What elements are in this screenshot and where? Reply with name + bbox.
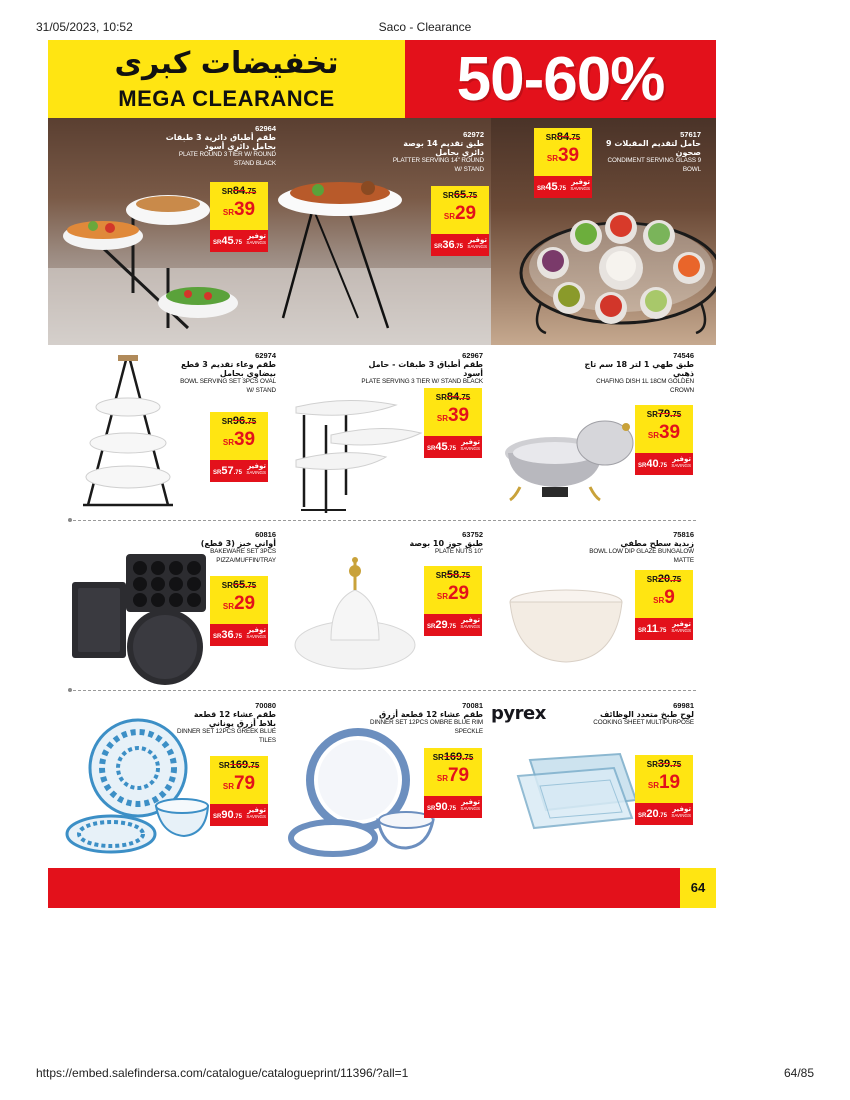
product-57617 <box>601 130 701 174</box>
savings-amount: SR36.75 <box>434 239 463 251</box>
savings-amount: SR29.75 <box>427 619 456 631</box>
price-tag <box>424 388 482 458</box>
savings-amount: SR90.75 <box>213 809 242 821</box>
product-name-arabic: طقم عشاء 12 قطعة أزرق <box>378 710 483 719</box>
sale-price: SR39 <box>222 199 256 220</box>
price-tag <box>210 756 268 826</box>
old-price: SR84.75 <box>545 131 581 143</box>
product-code: 60816 <box>255 530 276 539</box>
sale-price: SR29 <box>443 203 477 224</box>
divider-dot <box>68 518 72 522</box>
product-name-english: BOWL LOW DIP GLAZE BUNGALOW MATTE <box>589 548 694 564</box>
savings-amount: SR36.75 <box>213 629 242 641</box>
product-69981 <box>576 701 694 728</box>
product-name-english: CHAFING DISH 1L 18CM GOLDEN CROWN <box>596 378 694 394</box>
price-tag <box>635 570 693 640</box>
product-75816 <box>576 530 694 565</box>
sale-price: SR39 <box>546 145 580 166</box>
savings-label: توفير SAVINGS <box>246 806 266 819</box>
price-tag <box>210 412 268 482</box>
old-price: SR65.75 <box>221 579 257 591</box>
old-price: SR20.75 <box>646 573 682 585</box>
product-name-arabic: طبق طهي 1 لتر 18 سم تاج ذهبي <box>584 360 694 379</box>
price-tag <box>210 576 268 646</box>
old-price: SR79.75 <box>646 408 682 420</box>
page-number: 64 <box>690 880 706 895</box>
savings-label: توفير SAVINGS <box>460 616 480 629</box>
product-code: 57617 <box>680 130 701 139</box>
cooking-sheet-image <box>510 750 640 830</box>
savings-label: توفير SAVINGS <box>246 232 266 245</box>
savings-amount: SR45.75 <box>537 181 566 193</box>
bakeware-image <box>70 552 210 687</box>
product-name-english: DINNER SET 12PCS GREEK BLUE TILES <box>176 728 276 744</box>
savings-amount: SR45.75 <box>427 441 456 453</box>
old-price: SR169.75 <box>432 751 474 763</box>
print-title: Saco - Clearance <box>378 20 472 34</box>
hero-photo-right <box>491 118 716 345</box>
product-name-arabic: أواني خبز (3 قطع) <box>200 539 276 548</box>
price-tag <box>635 755 693 825</box>
banner-arabic-title: تخفيضات كبرى <box>114 46 339 81</box>
product-name-arabic: طبق جوز 10 بوصة <box>409 539 483 548</box>
pyrex-logo: pyrex <box>491 703 546 724</box>
price-tag <box>210 182 268 252</box>
price-tag <box>424 566 482 636</box>
catalogue-page <box>48 40 716 908</box>
product-code: 62967 <box>462 351 483 360</box>
old-price: SR169.75 <box>218 759 260 771</box>
footer-page-count: 64/85 <box>783 1066 814 1080</box>
product-62974 <box>176 351 276 395</box>
bowl-stand-image <box>78 355 178 515</box>
product-name-arabic: لوح طبخ متعدد الوظائف <box>600 710 694 719</box>
print-datetime: 31/05/2023, 10:52 <box>36 20 133 34</box>
product-code: 74546 <box>673 351 694 360</box>
old-price: SR65.75 <box>442 189 478 201</box>
price-tag <box>424 748 482 818</box>
product-62972 <box>384 130 484 174</box>
product-name-english: COOKING SHEET MULTIPURPOSE <box>593 719 694 727</box>
savings-amount: SR45.75 <box>213 235 242 247</box>
old-price: SR96.75 <box>221 415 257 427</box>
product-62964 <box>158 124 276 168</box>
product-name-arabic: طقم أطباق 3 طبقات - حامل أسود <box>368 360 483 379</box>
sale-price: SR79 <box>436 765 470 786</box>
product-code: 75816 <box>673 530 694 539</box>
product-name-english: BAKEWARE SET 3PCS PIZZA/MUFFIN/TRAY <box>210 548 276 564</box>
section-divider <box>68 520 696 521</box>
product-name-english: DINNER SET 12PCS OMBRE BLUE RIM SPECKLE <box>370 719 483 735</box>
product-name-english: BOWL SERVING SET 3PCS OVAL W/ STAND <box>180 378 276 394</box>
product-code: 63752 <box>462 530 483 539</box>
product-code: 70081 <box>462 701 483 710</box>
dip-bowl-image <box>508 590 628 670</box>
product-60816 <box>176 530 276 565</box>
chafing-dish-image <box>500 415 640 505</box>
price-tag <box>431 186 489 256</box>
savings-amount: SR11.75 <box>638 623 667 635</box>
product-code: 62964 <box>255 124 276 133</box>
product-70081 <box>368 701 483 736</box>
banner-english-title: MEGA CLEARANCE <box>118 86 335 111</box>
product-name-english: CONDIMENT SERVING GLASS 9 BOWL <box>607 157 701 173</box>
savings-amount: SR20.75 <box>638 808 667 820</box>
savings-label: توفير SAVINGS <box>460 798 480 811</box>
old-price: SR58.75 <box>435 569 471 581</box>
product-name-english: PLATE ROUND 3 TIER W/ ROUND STAND BLACK <box>178 151 276 167</box>
savings-amount: SR57.75 <box>213 465 242 477</box>
footer-url: https://embed.salefindersa.com/catalogue/catalogueprint/11396/?all=1 <box>36 1066 409 1080</box>
sale-price: SR39 <box>436 405 470 426</box>
product-name-arabic: حامل لتقديم المقبلات 9 صحون <box>606 139 701 158</box>
product-code: 62974 <box>255 351 276 360</box>
product-name-arabic: طقم أطباق دائرية 3 طبقات بحامل دائري أسود <box>165 133 276 152</box>
product-name-english: PLATE NUTS 10" <box>435 548 483 556</box>
clearance-banner <box>48 40 716 118</box>
savings-label: توفير SAVINGS <box>246 462 266 475</box>
product-code: 69981 <box>673 701 694 710</box>
sale-price: SR39 <box>647 422 681 443</box>
savings-label: توفير SAVINGS <box>671 805 691 818</box>
plate-tier-image <box>286 395 426 515</box>
banner-discount-percent: 50-60% <box>456 45 665 114</box>
product-62967 <box>353 351 483 387</box>
savings-label: توفير SAVINGS <box>671 620 691 633</box>
product-name-english: PLATE SERVING 3 TIER W/ STAND BLACK <box>361 378 483 386</box>
product-code: 70080 <box>255 701 276 710</box>
old-price: SR84.75 <box>221 185 257 197</box>
ombre-dinner-set-image <box>288 730 438 860</box>
footer-red-band <box>48 868 680 908</box>
product-name-english: PLATTER SERVING 14" ROUND W/ STAND <box>392 157 484 173</box>
savings-label: توفير SAVINGS <box>570 178 590 191</box>
savings-amount: SR40.75 <box>638 458 667 470</box>
nuts-plate-image <box>293 555 423 675</box>
price-tag <box>534 128 592 198</box>
divider-dot <box>68 688 72 692</box>
sale-price: SR19 <box>647 772 681 793</box>
product-63752 <box>393 530 483 557</box>
hero-photo-left <box>48 118 491 345</box>
savings-amount: SR90.75 <box>427 801 456 813</box>
banner-yellow-panel <box>48 40 405 118</box>
product-name-arabic: طقم وعاء تقديم 3 قطع بيضاوي بحامل <box>181 360 276 379</box>
sale-price: SR29 <box>222 593 256 614</box>
old-price: SR39.75 <box>646 758 682 770</box>
product-name-arabic: طبق تقديم 14 بوصة دائري بحامل <box>403 139 484 158</box>
sale-price: SR9 <box>653 587 675 608</box>
savings-label: توفير SAVINGS <box>671 455 691 468</box>
sale-price: SR79 <box>222 773 256 794</box>
product-code: 62972 <box>463 130 484 139</box>
sale-price: SR39 <box>222 429 256 450</box>
savings-label: توفير SAVINGS <box>460 438 480 451</box>
product-name-arabic: زبدية سطح مطفي <box>620 539 694 548</box>
product-name-arabic: طقم عشاء 12 قطعة بلاط أزرق يوناني <box>193 710 276 729</box>
product-74546 <box>576 351 694 395</box>
product-70080 <box>176 701 276 745</box>
sale-price: SR29 <box>436 583 470 604</box>
savings-label: توفير SAVINGS <box>467 236 487 249</box>
savings-label: توفير SAVINGS <box>246 626 266 639</box>
old-price: SR84.75 <box>435 391 471 403</box>
section-divider <box>68 690 696 691</box>
price-tag <box>635 405 693 475</box>
